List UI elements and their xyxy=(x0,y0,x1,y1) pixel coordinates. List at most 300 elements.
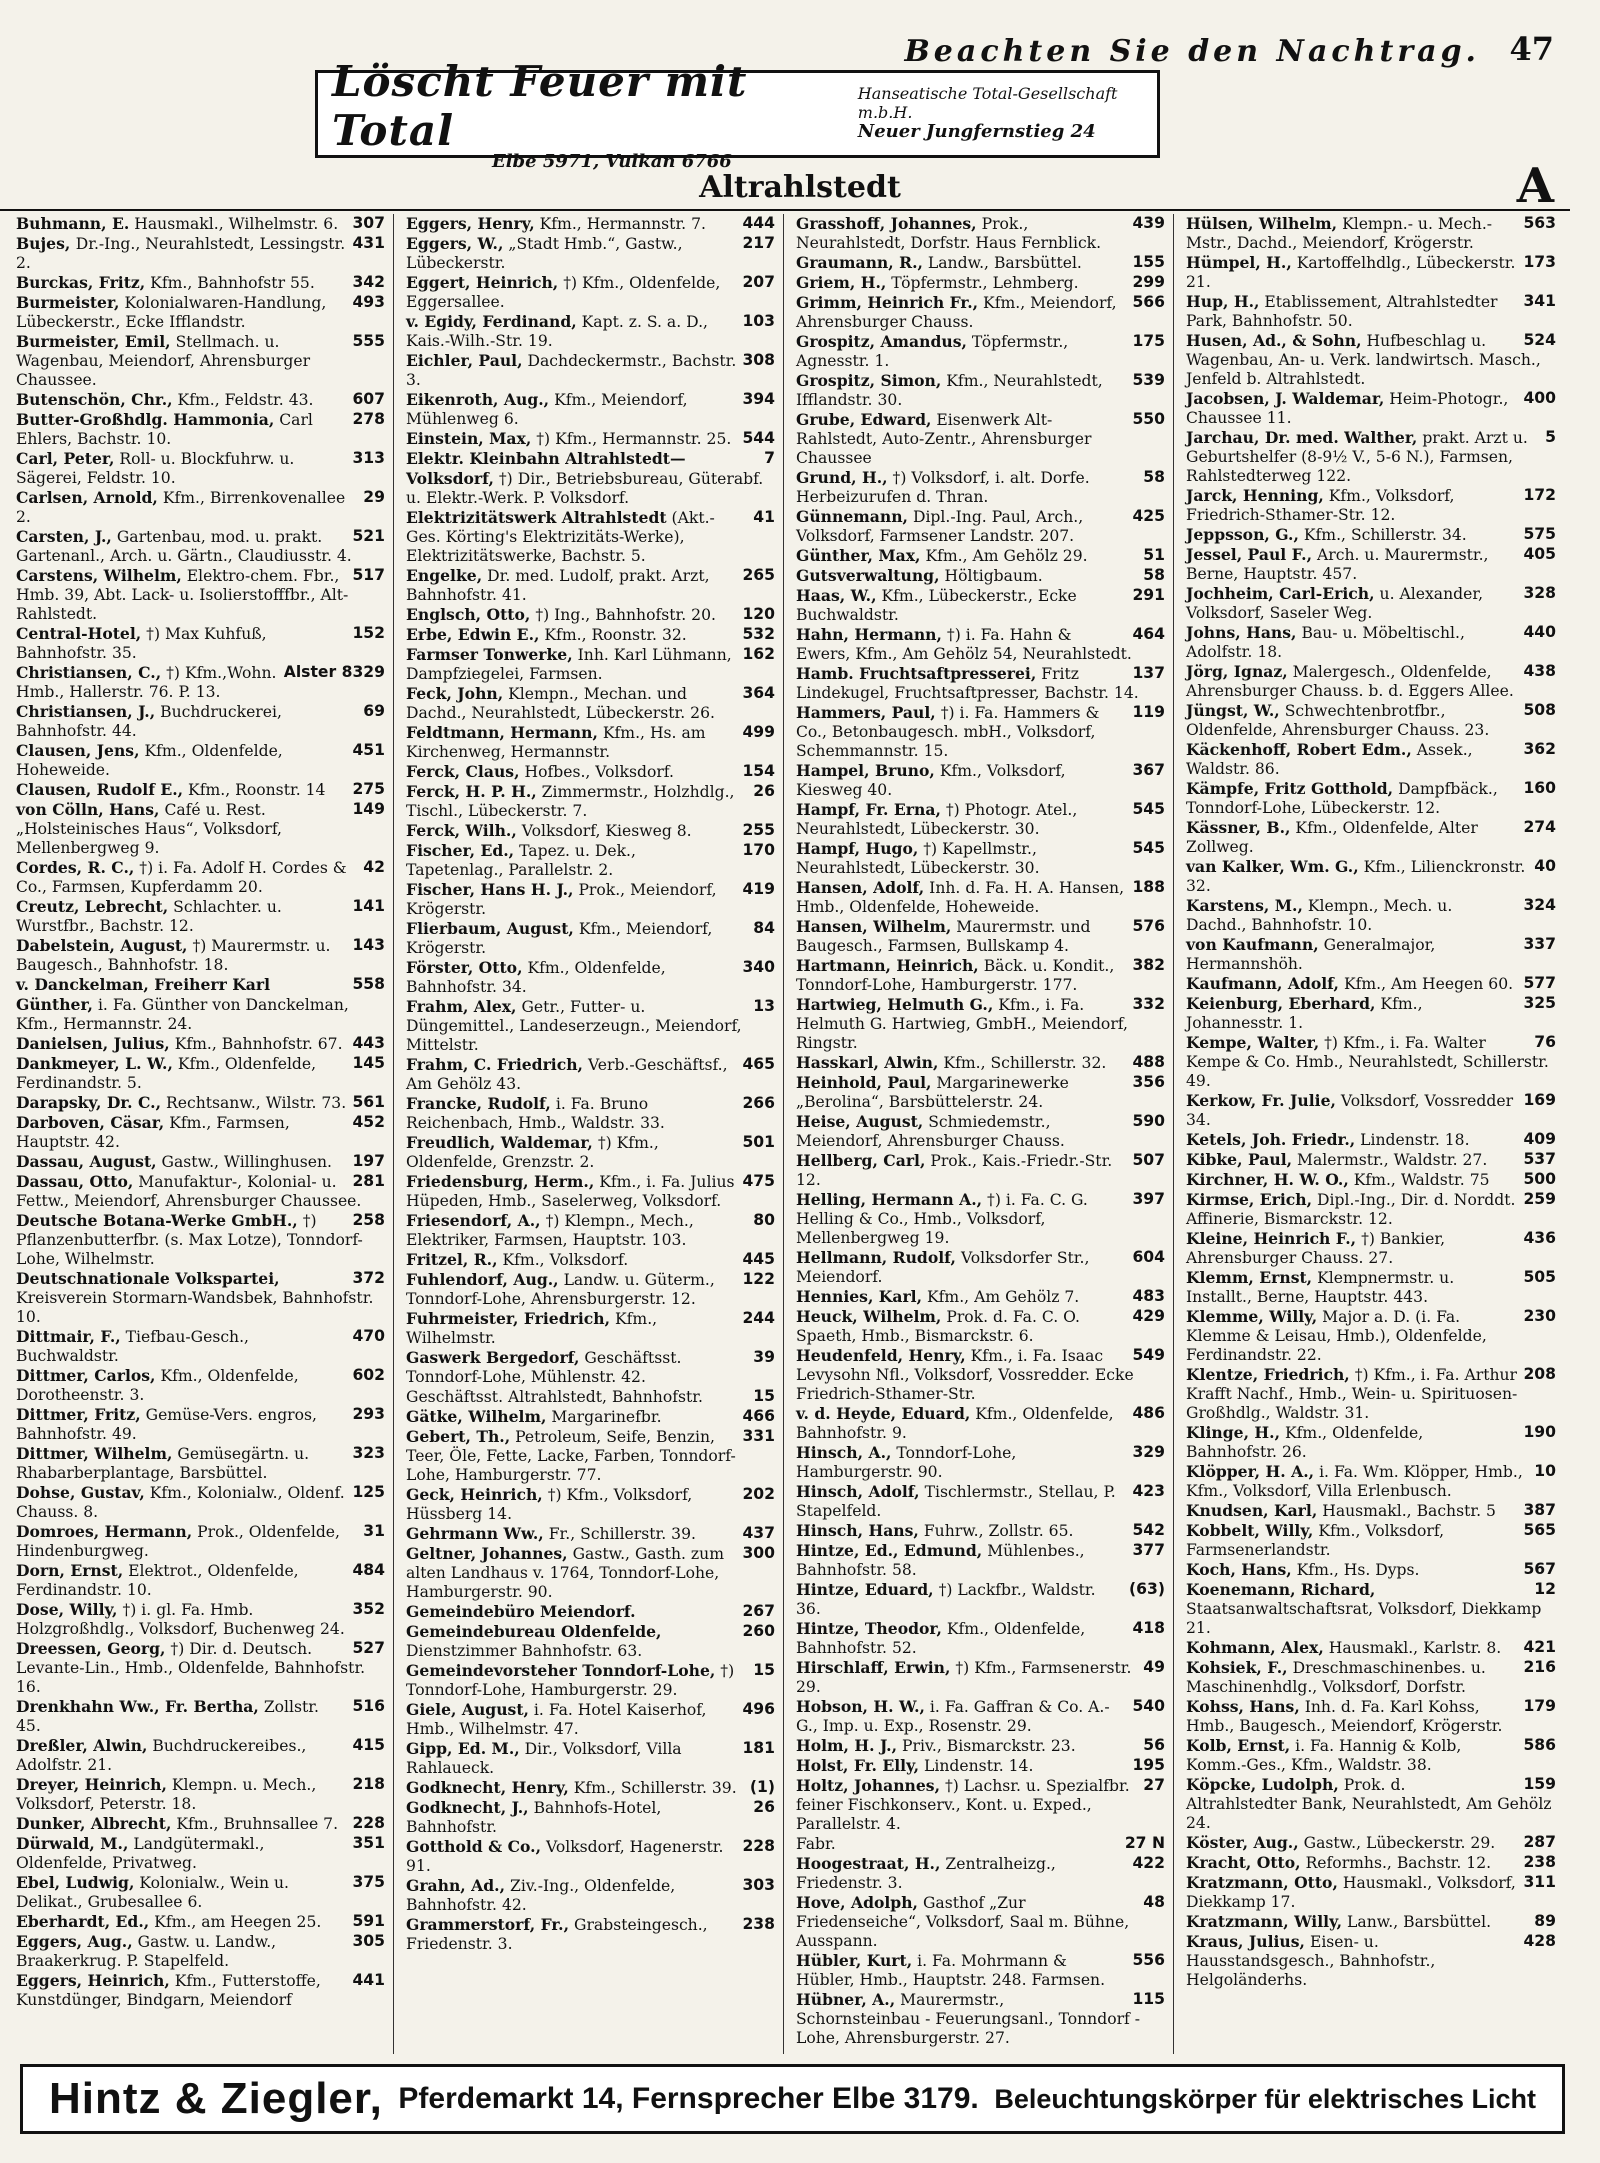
entry-phone-number: 218 xyxy=(352,1775,385,1793)
entry-details: Heim-Photogr., Chaussee 11. xyxy=(1186,390,1509,427)
entry-phone-number: 172 xyxy=(1523,486,1556,504)
entry-details: Buchdruckerei, Bahnhofstr. 44. xyxy=(16,703,282,740)
entry-name: Grimm, Heinrich Fr., xyxy=(796,293,979,312)
entry-phone-number: 549 xyxy=(1132,1346,1165,1364)
entry-name: Eggers, W., xyxy=(406,234,504,253)
entry-details: Café u. Rest. „Holsteinisches Haus“, Volksdorf, Mellenbergweg 9. xyxy=(16,801,283,857)
entry-details: Bäck. u. Kondit., Tonndorf-Lohe, Hamburgerstr. 177. xyxy=(796,957,1115,994)
entry-name: Gätke, Wilhelm, xyxy=(406,1407,547,1426)
entry-phone-number: 540 xyxy=(1132,1697,1165,1715)
directory-entry xyxy=(1186,1170,1556,1190)
bottom-ad-product: Beleuchtungskörper für elektrisches Licht xyxy=(994,2083,1536,2114)
entry-name: Kibke, Paul, xyxy=(1186,1150,1293,1169)
directory-entry xyxy=(796,995,1165,1053)
entry-phone-number: 307 xyxy=(352,214,385,232)
entry-name: Friedensburg, Herm., xyxy=(406,1172,595,1191)
entry-name: von Kaufmann, xyxy=(1186,935,1319,954)
entry-details: Buchdruckereibes., Adolfstr. 21. xyxy=(16,1737,307,1774)
directory-entry xyxy=(16,1054,385,1093)
entry-phone-number: 328 xyxy=(1523,584,1556,602)
entry-phone-number: 13 xyxy=(753,997,775,1015)
entry-details: Zimmermstr., Holzhdlg., Tischl., Lübeckerstr. 7. xyxy=(406,783,735,820)
entry-details: Landgütermakl., Oldenfelde, Privatweg. xyxy=(16,1835,265,1872)
entry-details: Zentralheizg., Friedenstr. 3. xyxy=(796,1855,1056,1892)
entry-details: Lindenstr. 18. xyxy=(1360,1131,1470,1149)
entry-phone-number: 488 xyxy=(1132,1053,1165,1071)
entry-phone-number: 15 xyxy=(753,1661,775,1679)
entry-phone-number: 521 xyxy=(352,527,385,545)
entry-details: prakt. Arzt u. Geburtshelfer (8-9½ V., 5-6 N.), Farmsen, Rahlstedterweg 122. xyxy=(1186,429,1528,485)
entry-name: Hübner, A., xyxy=(796,1990,896,2009)
entry-name: Klemm, Ernst, xyxy=(1186,1268,1313,1287)
directory-entry xyxy=(1186,1658,1556,1697)
directory-entry xyxy=(16,897,385,936)
entry-phone-number: 558 xyxy=(352,975,385,993)
directory-entry xyxy=(16,1152,385,1172)
entry-details: Manufaktur-, Kolonial- u. Fettw., Meiendorf, Ahrensburger Chaussee. xyxy=(16,1173,362,1210)
entry-phone-number: 602 xyxy=(352,1366,385,1384)
entry-phone-number: 550 xyxy=(1132,410,1165,428)
entry-name: Carl, Peter, xyxy=(16,449,115,468)
directory-entry xyxy=(406,1133,775,1172)
entry-details: †) Photogr. Atel., Neurahlstedt, Lübeckerstr. 30. xyxy=(796,801,1078,838)
entry-name: Fuhlendorf, Aug., xyxy=(406,1270,559,1289)
entry-name: Fuhrmeister, Friedrich, xyxy=(406,1309,611,1328)
entry-name: Gebert, Th., xyxy=(406,1427,511,1446)
entry-details: Gasthof „Zur Friedenseiche“, Volksdorf, Saal m. Bühne, Ausspann. xyxy=(796,1894,1130,1950)
entry-phone-number: 152 xyxy=(352,624,385,642)
entry-name: Dose, Willy, xyxy=(16,1600,118,1619)
entry-name: Jarck, Henning, xyxy=(1186,486,1324,505)
entry-name: Hintze, Eduard, xyxy=(796,1580,934,1599)
entry-details: Geschäftsst. Altrahlstedt, Bahnhofstr. xyxy=(406,1388,703,1406)
entry-details: Inh. Karl Lühmann, Dampfziegelei, Farmsen. xyxy=(406,646,732,683)
entry-phone-number: 470 xyxy=(352,1327,385,1345)
entry-phone-number: 415 xyxy=(352,1736,385,1754)
entry-details: i. Fa. Mohrmann & Hübler, Hmb., Hauptstr. 248. Farmsen. xyxy=(796,1952,1106,1989)
entry-details: Mühlenbes., Bahnhofstr. 58. xyxy=(796,1542,1085,1579)
entry-phone-number: 441 xyxy=(352,1971,385,1989)
entry-details: Kfm., Bruhnsallee 7. xyxy=(176,1815,339,1833)
directory-entry xyxy=(406,1524,775,1544)
directory-entry xyxy=(406,566,775,605)
directory-entry xyxy=(796,1658,1165,1697)
entry-phone-number: 341 xyxy=(1523,292,1556,310)
entry-details: †) Kfm., Volksdorf, Hüssberg 14. xyxy=(406,1486,693,1523)
entry-details: Major a. D. (i. Fa. Klemme & Leisau, Hmb.), Oldenfelde, Ferdinandstr. 22. xyxy=(1186,1308,1487,1364)
directory-entry xyxy=(1186,1033,1556,1091)
directory-entry xyxy=(796,468,1165,507)
entry-details: Kfm., i. Fa. Isaac Levysohn Nfl., Volksdorf, Vossredder. Ecke Friedrich-Sthamer-Str. xyxy=(796,1347,1134,1403)
directory-entry xyxy=(406,958,775,997)
directory-entry xyxy=(16,1211,385,1269)
directory-entry xyxy=(796,1307,1165,1346)
entry-phone-number: 440 xyxy=(1523,623,1556,641)
entry-name: Burmeister, Emil, xyxy=(16,332,171,351)
directory-entry xyxy=(1186,1501,1556,1521)
entry-details: Hofbes., Volksdorf. xyxy=(524,763,674,781)
directory-entry xyxy=(796,1073,1165,1112)
entry-name: Fischer, Hans H. J., xyxy=(406,880,574,899)
entry-phone-number: 590 xyxy=(1132,1112,1165,1130)
directory-entry xyxy=(1186,292,1556,331)
entry-name: Jüngst, W., xyxy=(1186,701,1280,720)
entry-details: Fabr. xyxy=(796,1835,836,1853)
entry-details: †) Lackfbr., Waldstr. 36. xyxy=(796,1581,1096,1618)
entry-name: Kohss, Hans, xyxy=(1186,1697,1300,1716)
entry-details: Kfm., i. Fa. Julius Hüpeden, Hmb., Saselerweg, Volksdorf. xyxy=(406,1173,735,1210)
entry-name: Dreßler, Alwin, xyxy=(16,1736,148,1755)
directory-entry xyxy=(1186,740,1556,779)
directory-columns xyxy=(4,214,1564,2054)
entry-details: Elektro-chem. Fbr., Hmb. 39, Abt. Lack- u. Isolierstofffbr., Alt-Rahlstedt. xyxy=(16,567,349,623)
entry-name: Heuck, Wilhelm, xyxy=(796,1307,942,1326)
entry-name: Keienburg, Eberhard, xyxy=(1186,994,1376,1013)
entry-name: Dohse, Gustav, xyxy=(16,1483,145,1502)
entry-details: Volksdorfer Str., Meiendorf. xyxy=(796,1249,1090,1286)
entry-phone-number: 313 xyxy=(352,449,385,467)
directory-entry xyxy=(16,234,385,273)
entry-name: Grospitz, Amandus, xyxy=(796,332,967,351)
entry-details: Kfm., i. Fa. Helmuth G. Hartwieg, GmbH., Meiendorf, Ringstr. xyxy=(796,996,1128,1052)
directory-entry xyxy=(1186,1268,1556,1307)
entry-phone-number: 195 xyxy=(1132,1756,1165,1774)
directory-entry xyxy=(406,273,775,312)
entry-details: †) i. Fa. C. G. Helling & Co., Hmb., Volksdorf, Mellenbergweg 19. xyxy=(796,1191,1088,1247)
entry-phone-number: 258 xyxy=(352,1211,385,1229)
entry-phone-number: 356 xyxy=(1132,1073,1165,1091)
entry-phone-number: 154 xyxy=(742,762,775,780)
entry-phone-number: 41 xyxy=(753,508,775,526)
entry-phone-number: 428 xyxy=(1523,1932,1556,1950)
entry-name: Jarchau, Dr. med. Walther, xyxy=(1186,428,1418,447)
entry-name: Günnemann, xyxy=(796,507,908,526)
entry-phone-number: 281 xyxy=(352,1172,385,1190)
entry-name: Fritzel, R., xyxy=(406,1250,498,1269)
entry-name: Kratzmann, Willy, xyxy=(1186,1912,1343,1931)
entry-details: Klempn., Mechan. und Dachd., Neurahlstedt, Lübeckerstr. 26. xyxy=(406,685,715,722)
entry-phone-number: 496 xyxy=(742,1700,775,1718)
entry-phone-number: 419 xyxy=(742,880,775,898)
entry-details: Kfm., Am Gehölz 29. xyxy=(925,547,1088,565)
entry-phone-number: 331 xyxy=(742,1427,775,1445)
directory-entry xyxy=(796,1893,1165,1951)
entry-phone-number: 539 xyxy=(1132,371,1165,389)
entry-phone-number: 575 xyxy=(1523,525,1556,543)
directory-entry xyxy=(796,546,1165,566)
directory-entry xyxy=(16,1327,385,1366)
entry-details: †) i. Fa. Hahn & Ewers, Kfm., Am Gehölz 54, Neurahlstedt. xyxy=(796,626,1132,663)
entry-name: Drenkhahn Ww., Fr. Bertha, xyxy=(16,1697,259,1716)
entry-name: Gutsverwaltung, xyxy=(796,566,940,585)
entry-name: Geltner, Johannes, xyxy=(406,1544,568,1563)
directory-entry xyxy=(16,488,385,527)
section-letter: A xyxy=(1516,158,1554,214)
directory-entry xyxy=(16,1269,385,1327)
entry-phone-number: 561 xyxy=(352,1093,385,1111)
entry-name: Frahm, Alex, xyxy=(406,997,517,1016)
entry-phone-number: 51 xyxy=(1143,546,1165,564)
entry-phone-number: 591 xyxy=(352,1912,385,1930)
entry-details: †) Lachsr. u. Spezialfbr. feiner Fischkonserv., Kont. u. Exped., Parallelstr. 4. xyxy=(796,1777,1130,1833)
entry-name: Butenschön, Chr., xyxy=(16,390,173,409)
entry-name: Fischer, Ed., xyxy=(406,841,515,860)
entry-phone-number: 387 xyxy=(1523,1501,1556,1519)
entry-details: †) Bankier, Ahrensburger Chauss. 27. xyxy=(1186,1230,1446,1267)
directory-entry xyxy=(1186,214,1556,253)
entry-details: „Stadt Hmb.“, Gastw., Lübeckerstr. xyxy=(406,235,683,272)
entry-details: Kfm., Meiendorf, Mühlenweg 6. xyxy=(406,391,688,428)
entry-name: Kracht, Otto, xyxy=(1186,1853,1301,1872)
entry-details: Elektrot., Oldenfelde, Ferdinandstr. 10. xyxy=(16,1562,299,1599)
directory-entry xyxy=(406,997,775,1055)
entry-name: Elektr. Kleinbahn Altrahlstedt—Volksdorf, xyxy=(406,449,686,488)
entry-phone-number: 429 xyxy=(1132,1307,1165,1325)
entry-phone-number: 439 xyxy=(1132,214,1165,232)
entry-details: †) Dir. d. Deutsch. Levante-Lin., Hmb., Oldenfelde, Bahnhofstr. 16. xyxy=(16,1640,366,1696)
top-ad-phones: Elbe 5971, Vulkan 6766 xyxy=(492,150,732,172)
directory-entry xyxy=(16,566,385,624)
directory-entry xyxy=(1186,1580,1556,1638)
entry-phone-number: 545 xyxy=(1132,800,1165,818)
entry-details: Prok., Neurahlstedt, Dorfstr. Haus Fernblick. xyxy=(796,215,1102,252)
entry-details: Kfm., Johannesstr. 1. xyxy=(1186,995,1423,1032)
directory-entry xyxy=(796,703,1165,761)
entry-phone-number: 143 xyxy=(352,936,385,954)
entry-details: Kfm., Meiendorf, Ahrensburger Chauss. xyxy=(796,294,1117,331)
directory-entry xyxy=(406,312,775,351)
column-3 xyxy=(784,214,1174,2054)
entry-details: Schlachter. u. Wurstfbr., Bachstr. 12. xyxy=(16,898,282,935)
entry-phone-number: 255 xyxy=(742,821,775,839)
entry-details: Eisenwerk Alt-Rahlstedt, Auto-Zentr., Ahrensburger Chaussee xyxy=(796,411,1092,467)
directory-entry xyxy=(16,1775,385,1814)
entry-name: Eggers, Aug., xyxy=(16,1932,133,1951)
directory-entry xyxy=(16,1522,385,1561)
entry-name: Hammers, Paul, xyxy=(796,703,936,722)
entry-details: †) Kapellmstr., Neurahlstedt, Lübeckerstr. 30. xyxy=(796,840,1040,877)
directory-entry xyxy=(1186,935,1556,974)
directory-entry xyxy=(406,429,775,449)
directory-entry xyxy=(796,410,1165,468)
entry-phone-number: 278 xyxy=(352,410,385,428)
directory-entry xyxy=(16,332,385,390)
entry-name: Creutz, Lebrecht, xyxy=(16,897,169,916)
directory-entry xyxy=(406,234,775,273)
directory-entry xyxy=(796,1287,1165,1307)
entry-name: Hartmann, Heinrich, xyxy=(796,956,979,975)
entry-details: Kfm., Birrenkovenallee 2. xyxy=(16,489,346,526)
directory-entry xyxy=(16,1172,385,1211)
entry-details: Gastw. u. Landw., Braakerkrug. P. Stapelfeld. xyxy=(16,1933,277,1970)
entry-name: Ferck, Wilh., xyxy=(406,821,517,840)
entry-phone-number: 308 xyxy=(742,351,775,369)
entry-details: Priv., Bismarckstr. 23. xyxy=(902,1737,1076,1755)
entry-phone-number: 7 xyxy=(764,449,775,467)
entry-name: Feck, John, xyxy=(406,684,504,703)
entry-phone-number: 537 xyxy=(1523,1150,1556,1168)
directory-entry xyxy=(796,253,1165,273)
entry-phone-number: 244 xyxy=(742,1309,775,1327)
entry-details: Assek., Waldstr. 86. xyxy=(1186,741,1473,778)
entry-phone-number: 5 xyxy=(1545,428,1556,446)
entry-name: Gaswerk Bergedorf, xyxy=(406,1348,580,1367)
entry-name: Jochheim, Carl-Erich, xyxy=(1186,584,1375,603)
directory-entry xyxy=(796,761,1165,800)
entry-phone-number: 80 xyxy=(753,1211,775,1229)
entry-phone-number: 325 xyxy=(1523,994,1556,1012)
directory-entry xyxy=(1186,1638,1556,1658)
entry-name: Kleine, Heinrich F., xyxy=(1186,1229,1357,1248)
entry-details: Kfm., Volksdorf, Friedrich-Sthamer-Str. 12. xyxy=(1186,487,1455,524)
entry-phone-number: 475 xyxy=(742,1172,775,1190)
directory-entry xyxy=(406,1876,775,1915)
entry-details: Kfm., Oldenfelde, Bahnhofstr. 26. xyxy=(1186,1424,1424,1461)
entry-name: Kobbelt, Willy, xyxy=(1186,1521,1314,1540)
entry-details: Kfm., Farmsen, Hauptstr. 42. xyxy=(16,1114,290,1151)
directory-entry xyxy=(406,1055,775,1094)
directory-entry xyxy=(406,782,775,821)
directory-entry xyxy=(406,1915,775,1954)
directory-entry xyxy=(796,1697,1165,1736)
entry-name: Danielsen, Julius, xyxy=(16,1034,170,1053)
entry-name: Klentze, Friedrich, xyxy=(1186,1365,1350,1384)
directory-entry xyxy=(406,1427,775,1485)
entry-phone-number: 443 xyxy=(352,1034,385,1052)
entry-details: Kfm., Oldenfelde, Bahnhofstr. 34. xyxy=(406,959,666,996)
directory-entry xyxy=(406,1387,775,1407)
entry-details: Landw., Barsbüttel. xyxy=(927,254,1082,272)
entry-details: †) Kfm.,Wohn. Hmb., Hallerstr. 76. P. 13. xyxy=(16,664,277,701)
directory-entry xyxy=(16,1561,385,1600)
entry-phone-number: 465 xyxy=(742,1055,775,1073)
entry-details: Kfm., Oldenfelde, Alter Zollweg. xyxy=(1186,819,1478,856)
entry-name: Geck, Heinrich, xyxy=(406,1485,543,1504)
entry-phone-number: 122 xyxy=(742,1270,775,1288)
entry-phone-number: 238 xyxy=(1523,1853,1556,1871)
entry-name: Burmeister, xyxy=(16,293,120,312)
entry-phone-number: 397 xyxy=(1132,1190,1165,1208)
entry-name: Dunker, Albrecht, xyxy=(16,1814,172,1833)
entry-phone-number: 423 xyxy=(1132,1482,1165,1500)
directory-entry xyxy=(16,1444,385,1483)
entry-details: Lindenstr. 14. xyxy=(924,1757,1034,1775)
entry-phone-number: 484 xyxy=(352,1561,385,1579)
entry-phone-number: 451 xyxy=(352,741,385,759)
entry-name: Grube, Edward, xyxy=(796,410,932,429)
entry-details: Gemüsegärtn. u. Rhabarberplantage, Barsbüttel. xyxy=(16,1445,310,1482)
directory-entry xyxy=(406,1407,775,1427)
entry-phone-number: 162 xyxy=(742,645,775,663)
entry-details: Gastw., Lübeckerstr. 29. xyxy=(1303,1834,1496,1852)
entry-details: Kfm., Oldenfelde, Ferdinandstr. 5. xyxy=(16,1055,317,1092)
entry-name: Kraus, Julius, xyxy=(1186,1932,1305,1951)
directory-entry xyxy=(1186,974,1556,994)
entry-details: Landw. u. Güterm., Tonndorf-Lohe, Ahrensburgerstr. 12. xyxy=(406,1271,715,1308)
entry-details: Klempn.- u. Mech.-Mstr., Dachd., Meiendorf, Krögerstr. xyxy=(1186,215,1493,252)
entry-phone-number: 464 xyxy=(1132,625,1165,643)
directory-entry xyxy=(796,1443,1165,1482)
entry-name: Hahn, Hermann, xyxy=(796,625,942,644)
entry-phone-number: 56 xyxy=(1143,1736,1165,1754)
entry-phone-number: 175 xyxy=(1132,332,1165,350)
entry-phone-number: 507 xyxy=(1132,1151,1165,1169)
directory-entry xyxy=(406,1544,775,1602)
entry-details: Kfm., Lilienckronstr. 32. xyxy=(1186,858,1526,895)
directory-entry xyxy=(1186,1697,1556,1736)
entry-name: Holtz, Johannes, xyxy=(796,1776,940,1795)
entry-name: Jörg, Ignaz, xyxy=(1186,662,1288,681)
entry-phone-number: 291 xyxy=(1132,586,1165,604)
entry-phone-number: 69 xyxy=(363,702,385,720)
entry-details: Kfm., Schillerstr. 32. xyxy=(943,1054,1107,1072)
entry-name: Hennies, Karl, xyxy=(796,1287,923,1306)
entry-details: †) Pflanzenbutterfbr. (s. Max Lotze), Tonndorf-Lohe, Wilhelmstr. xyxy=(16,1212,363,1268)
directory-entry xyxy=(1186,818,1556,857)
directory-entry xyxy=(1186,1423,1556,1462)
directory-entry xyxy=(1186,1365,1556,1423)
entry-name: Darapsky, Dr. C., xyxy=(16,1093,162,1112)
entry-name: Grammerstorf, Fr., xyxy=(406,1915,570,1934)
directory-entry xyxy=(16,1912,385,1932)
entry-phone-number: 563 xyxy=(1523,214,1556,232)
entry-details: Gastw., Willinghusen. xyxy=(161,1153,332,1171)
directory-entry xyxy=(1186,1912,1556,1932)
entry-details: Kfm., Hs. Dyps. xyxy=(1296,1561,1420,1579)
entry-name: Jeppsson, G., xyxy=(1186,525,1299,544)
entry-phone-number: 466 xyxy=(742,1407,775,1425)
directory-entry xyxy=(406,1485,775,1524)
entry-phone-number: 10 xyxy=(1534,1462,1556,1480)
entry-phone-number: 499 xyxy=(742,723,775,741)
bottom-ad-firm: Hintz & Ziegler, xyxy=(49,2074,383,2123)
entry-phone-number: 260 xyxy=(742,1622,775,1640)
entry-name: Jacobsen, J. Waldemar, xyxy=(1186,389,1385,408)
entry-details: Malermstr., Waldstr. 27. xyxy=(1297,1151,1488,1169)
entry-phone-number: 202 xyxy=(742,1485,775,1503)
entry-name: Gipp, Ed. M., xyxy=(406,1739,520,1758)
entry-phone-number: 444 xyxy=(742,214,775,232)
entry-details: Klempn., Mech. u. Dachd., Bahnhofstr. 10. xyxy=(1186,897,1453,934)
entry-details: Dachdeckermstr., Bachstr. 3. xyxy=(406,352,737,389)
entry-details: Prok. d. Altrahlstedter Bank, Neurahlstedt, Am Gehölz 24. xyxy=(1186,1776,1552,1832)
entry-name: Frahm, C. Friedrich, xyxy=(406,1055,583,1074)
entry-details: †) Kfm., i. Fa. Walter Kempe & Co. Hmb., Neurahlstedt, Schillerstr. 49. xyxy=(1186,1034,1549,1090)
entry-name: Hübler, Kurt, xyxy=(796,1951,913,1970)
directory-entry xyxy=(1186,389,1556,428)
entry-name: Grund, H., xyxy=(796,468,888,487)
directory-entry xyxy=(1186,1932,1556,1990)
entry-details: Kfm., am Heegen 25. xyxy=(154,1913,322,1931)
entry-name: v. d. Heyde, Eduard, xyxy=(796,1404,971,1423)
entry-name: Holst, Fr. Elly, xyxy=(796,1756,920,1775)
directory-entry xyxy=(16,1113,385,1152)
entry-name: Graumann, R., xyxy=(796,253,923,272)
entry-phone-number: 160 xyxy=(1523,779,1556,797)
directory-entry xyxy=(1186,545,1556,584)
entry-phone-number: 26 xyxy=(753,1798,775,1816)
entry-phone-number: 300 xyxy=(742,1544,775,1562)
directory-entry xyxy=(406,684,775,723)
directory-entry xyxy=(796,1053,1165,1073)
entry-name: Hartwieg, Helmuth G., xyxy=(796,995,994,1014)
entry-phone-number: 567 xyxy=(1523,1560,1556,1578)
directory-entry xyxy=(796,1736,1165,1756)
entry-details: Klempn. u. Mech., Volksdorf, Peterstr. 18. xyxy=(16,1776,317,1813)
entry-details: i. Fa. Wm. Klöpper, Hmb., Kfm., Volksdorf, Villa Erlenbusch. xyxy=(1186,1463,1523,1500)
directory-entry xyxy=(1186,1190,1556,1229)
entry-phone-number: 84 xyxy=(753,919,775,937)
